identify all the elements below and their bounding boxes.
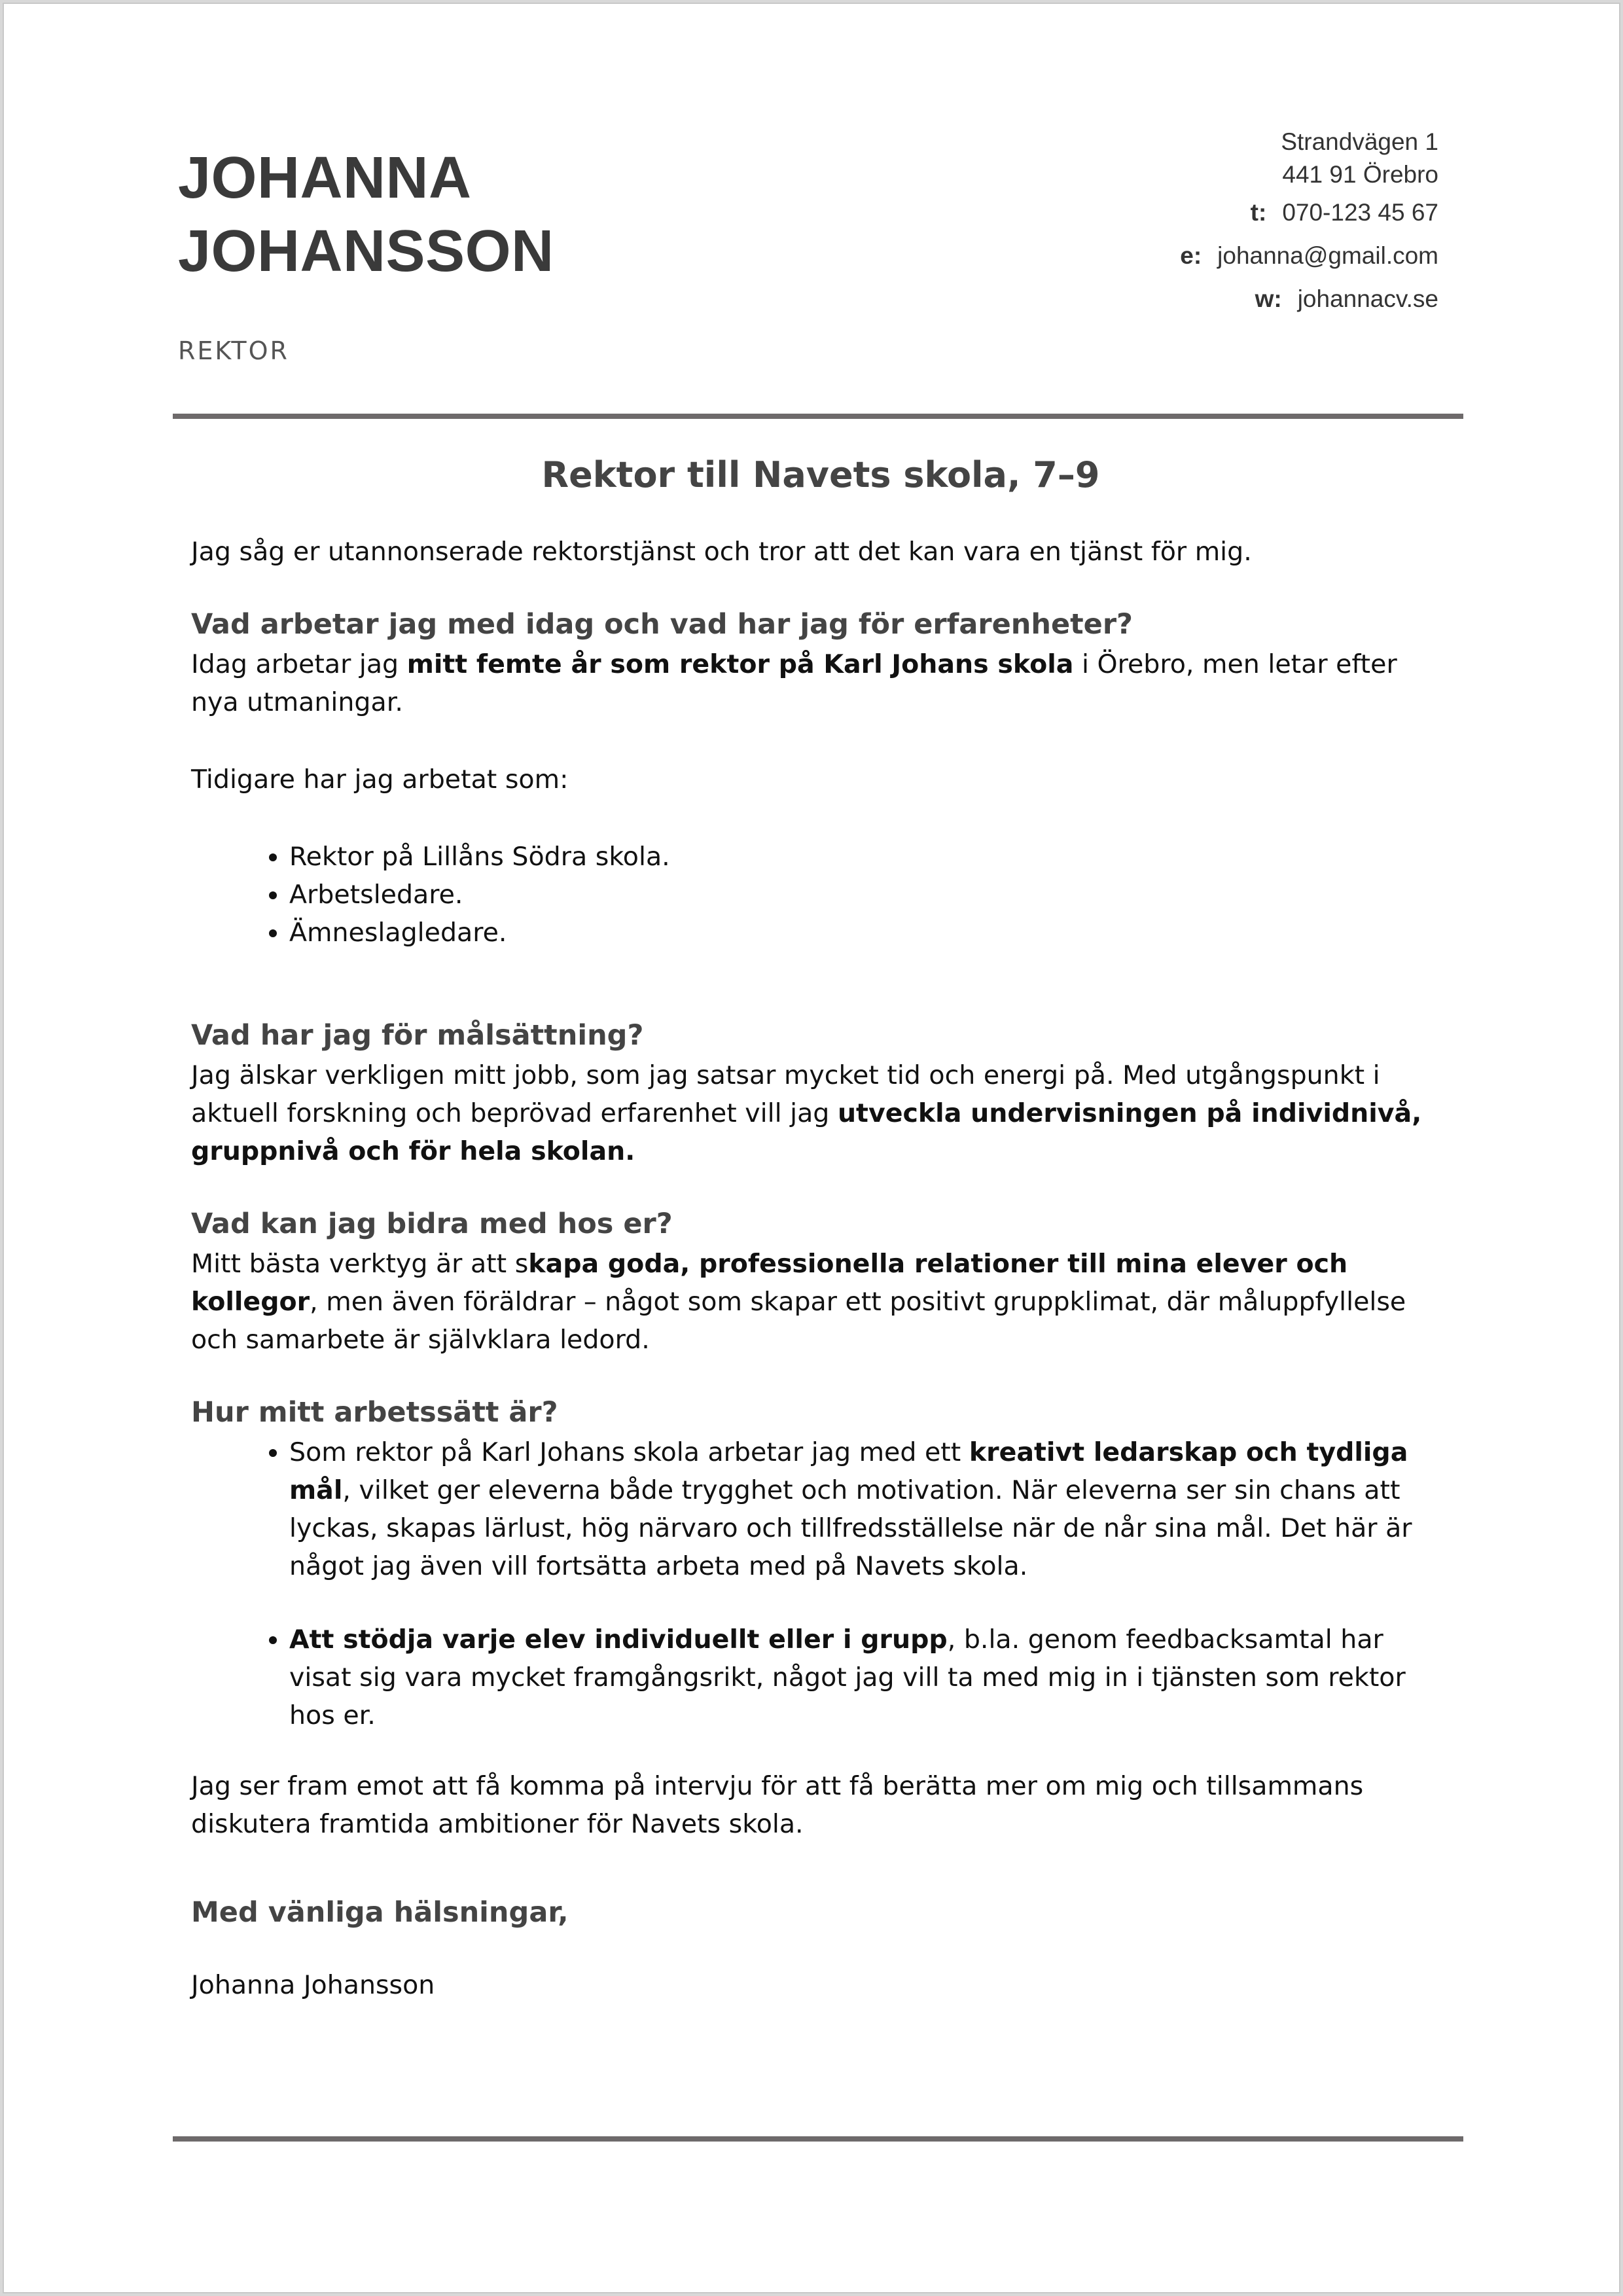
address-street: Strandvägen 1 [1281,128,1438,155]
contribution-paragraph: Mitt bästa verktyg är att skapa goda, professionella relationer till mina elever och kollegor, men även föräldrar – något som skapar ett positivt gruppklimat, där måluppfyllelse och samarbete är självklara ledord. [191,1249,1406,1355]
footer-divider [173,2136,1463,2142]
section-heading-goals: Vad har jag för målsättning? [191,1019,644,1052]
header-divider [173,414,1463,419]
web-row [915,278,1438,321]
web-value: johannacv.se [1297,285,1438,312]
goals-paragraph: Jag älskar verkligen mitt jobb, som jag satsar mycket tid och energi på. Med utgångspunkt i aktuell forskning och beprövad erfarenhet vill jag utveckla undervisningen på individnivå, gruppnivå och för hela skolan. [191,1060,1422,1166]
phone-label: t: [1250,199,1267,226]
list-item: • Att stödja varje elev individuellt eller i grupp, b.la. genom feedbacksamtal har visat sig vara mycket framgångsrikt, något jag vill ta med mig in i tjänsten som rektor hos er. [289,1621,1435,1734]
list-item: • Som rektor på Karl Johans skola arbetar jag med ett kreativt ledarskap och tydliga mål, vilket ger eleverna både trygghet och motivation. När eleverna ser sin chans att lyckas, skapas lärlust, hög närvaro och tillfredsställelse när de når sina mål. Det här är något jag även vill fortsätta arbeta med på Navets skola. [289,1433,1435,1585]
letter-page [3,3,1620,2293]
phone-value: 070-123 45 67 [1282,199,1438,226]
letter-body [191,533,1435,2004]
section-heading-contribution: Vad kan jag bidra med hos er? [191,1208,673,1240]
address-city: 441 91 Örebro [1282,161,1438,188]
section-heading-workstyle: Hur mitt arbetssätt är? [191,1396,558,1429]
signature: Johanna Johansson [191,1970,435,2000]
previous-roles-list [191,838,1435,952]
phone-row [915,191,1438,234]
applicant-role: REKTOR [178,336,289,365]
letter-title: Rektor till Navets skola, 7–9 [541,454,1100,495]
email-label: e: [1180,242,1202,269]
web-label: w: [1255,285,1282,312]
greeting: Med vänliga hälsningar, [191,1896,569,1929]
email-value: johanna@gmail.com [1217,242,1438,269]
workstyle-list [191,1433,1435,1734]
applicant-name [178,141,554,288]
previous-roles-intro: Tidigare har jag arbetat som: [191,764,569,795]
list-item: • Arbetsledare. [289,876,1435,914]
list-item: • Rektor på Lillåns Södra skola. [289,838,1435,876]
intro-paragraph: Jag såg er utannonserade rektorstjänst och tror att det kan vara en tjänst för mig. [191,537,1252,567]
name-last: JOHANSSON [178,219,554,284]
email-row [915,234,1438,278]
contact-block [915,126,1438,321]
section-heading-experience: Vad arbetar jag med idag och vad har jag för erfarenheter? [191,608,1133,641]
list-item: • Ämneslagledare. [289,914,1435,952]
name-first: JOHANNA [178,145,472,211]
closing-paragraph: Jag ser fram emot att få komma på intervju för att få berätta mer om mig och tillsammans diskutera framtida ambitioner för Navets skola. [191,1771,1364,1839]
experience-paragraph: Idag arbetar jag mitt femte år som rektor på Karl Johans skola i Örebro, men letar efter nya utmaningar. [191,649,1397,717]
